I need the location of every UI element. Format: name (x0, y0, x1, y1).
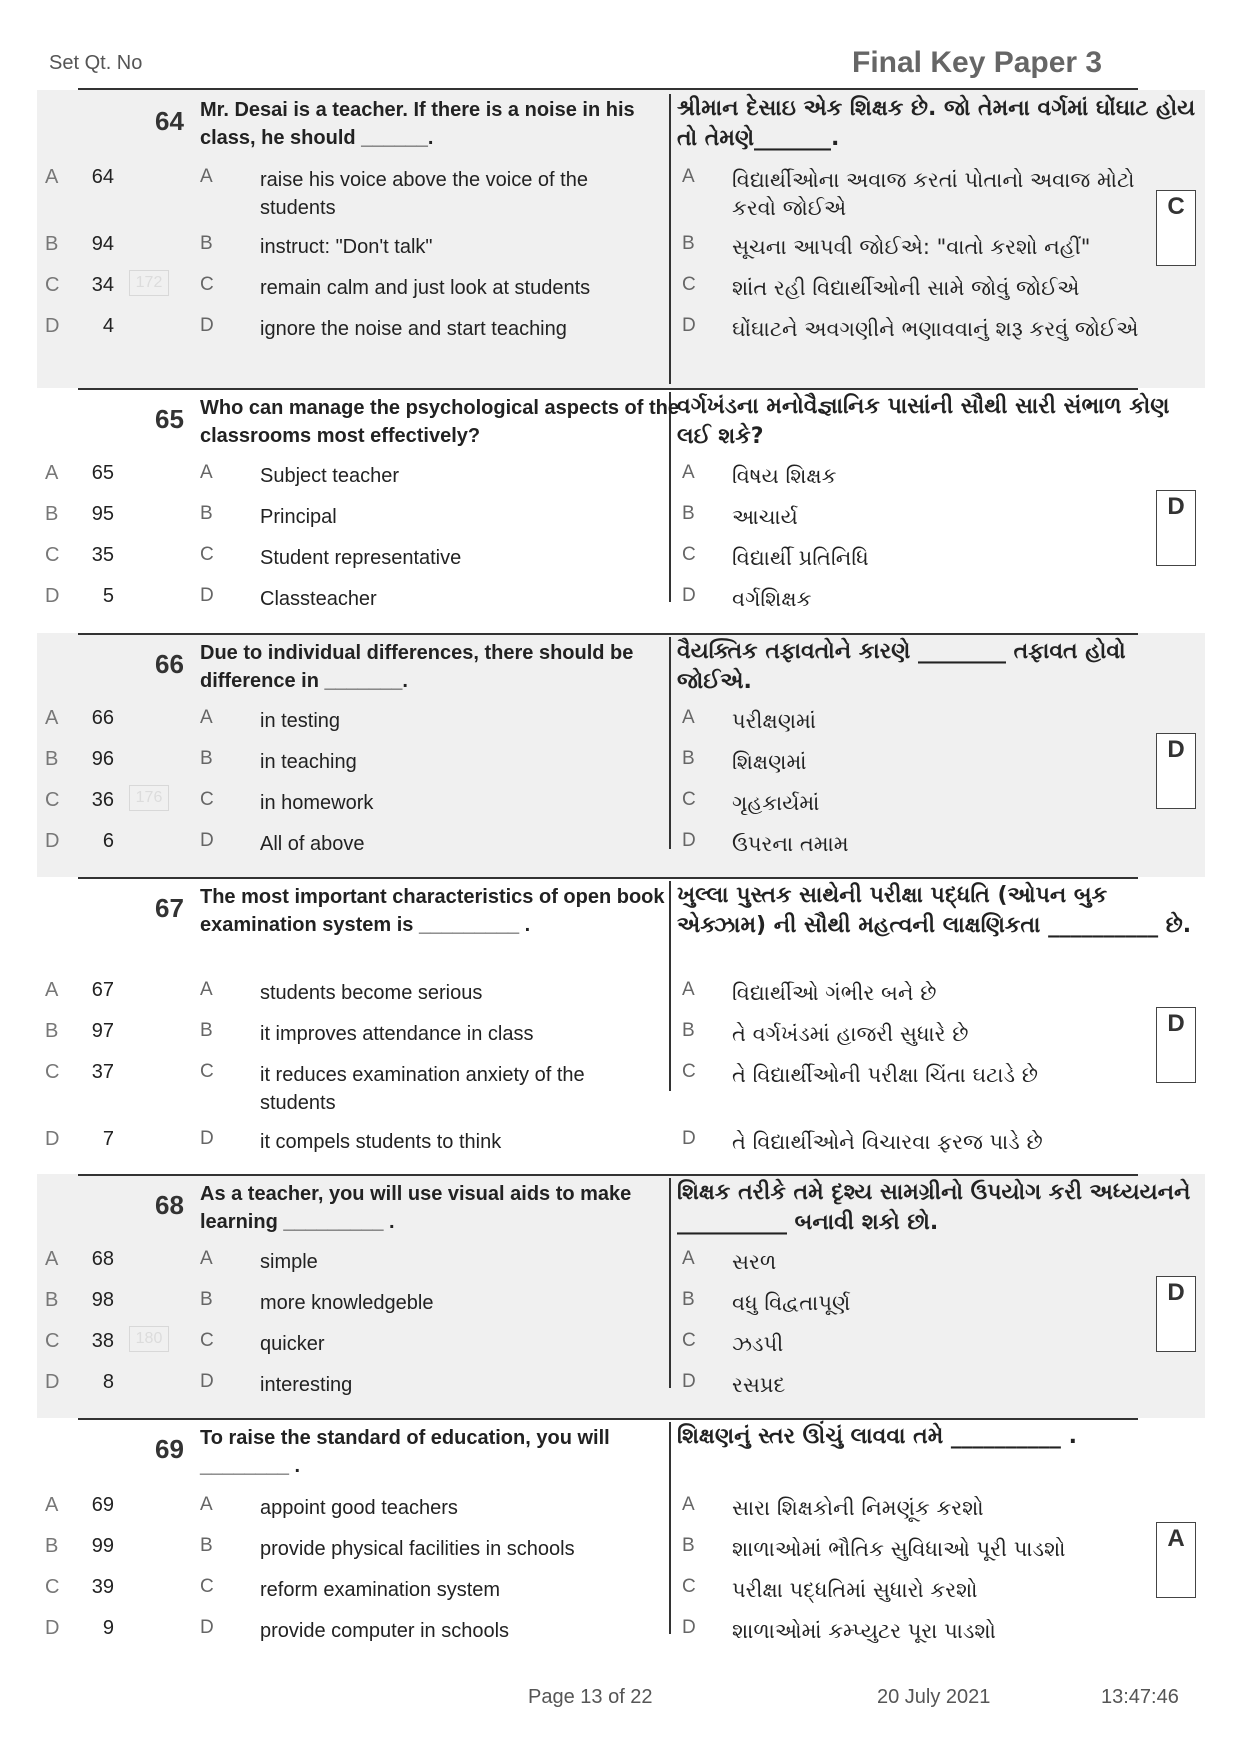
set-question-number: 8 (102, 1371, 114, 1393)
set-letter: C (45, 1576, 60, 1598)
option-text-gu: પરીક્ષણમાં (732, 709, 817, 733)
set-question-number: 69 (91, 1494, 114, 1516)
option-letter: D (200, 830, 214, 851)
set-question-number: 99 (91, 1535, 114, 1557)
option-letter-gu: B (682, 1535, 695, 1556)
option-text-en: quicker (260, 1333, 325, 1355)
answer-key-box: D (1156, 1007, 1196, 1083)
option-letter-gu: A (682, 979, 695, 1000)
option-letter-gu: D (682, 1128, 696, 1149)
set-question-number: 66 (91, 707, 114, 729)
option-letter-gu: A (682, 1248, 695, 1269)
option-letter-gu: B (682, 1020, 695, 1041)
question-divider (78, 877, 1138, 879)
option-letter: A (200, 1494, 213, 1515)
question-text-en: Mr. Desai is a teacher. If there is a noise in his class, he should ______. (200, 99, 635, 149)
option-text-en: in homework (260, 792, 374, 814)
question-block-64 (37, 90, 1205, 388)
option-letter: A (200, 462, 213, 483)
set-letter: C (45, 274, 60, 296)
set-question-number: 65 (91, 462, 114, 484)
set-letter: D (45, 1128, 60, 1150)
option-text-gu: શાળાઓમાં ભૌતિક સુવિધાઓ પૂરી પાડશો (732, 1537, 1066, 1561)
option-text-gu: આચાર્ય (732, 505, 798, 529)
question-text-en: Due to individual differences, there should be difference in _______. (200, 642, 634, 692)
set-question-number: 6 (102, 830, 114, 852)
option-text-en: Classteacher (260, 588, 377, 610)
question-number: 65 (155, 404, 184, 434)
page-number: Page 13 of 22 (528, 1686, 653, 1708)
set-question-number: 5 (102, 585, 114, 607)
option-letter: D (200, 585, 214, 606)
question-divider (78, 633, 1138, 635)
set-letter: C (45, 544, 60, 566)
option-letter: D (200, 315, 214, 336)
option-text-en: raise his voice above the voice of the students (260, 169, 588, 219)
answer-key-box: A (1156, 1522, 1196, 1598)
option-text-gu: ઉપરના તમામ (732, 832, 849, 856)
answer-key-box: D (1156, 733, 1196, 809)
set-letter: D (45, 315, 60, 337)
answer-key-box: D (1156, 490, 1196, 566)
question-divider (78, 388, 1138, 390)
answer-key-box: D (1156, 1276, 1196, 1352)
option-text-gu: પરીક્ષા પદ્ધતિમાં સુધારો કરશો (732, 1578, 978, 1602)
page-title: Final Key Paper 3 (852, 46, 1103, 79)
option-letter-gu: A (682, 1494, 695, 1515)
option-letter: B (200, 1289, 213, 1310)
option-text-en: in teaching (260, 751, 357, 773)
option-letter-gu: D (682, 585, 696, 606)
set-letter: B (45, 233, 59, 255)
option-text-gu: શાંત રહી વિદ્યાર્થીઓની સામે જોવું જોઈએ (732, 276, 1080, 300)
option-text-en: in testing (260, 710, 341, 732)
set-question-number: 96 (91, 748, 114, 770)
option-text-gu: સારા શિક્ષકોની નિમણૂંક કરશો (732, 1496, 984, 1520)
option-text-gu: શિક્ષણમાં (732, 750, 807, 774)
option-letter: A (200, 707, 213, 728)
option-text-gu: શાળાઓમાં કમ્પ્યુટર પૂરા પાડશો (732, 1619, 996, 1643)
question-text-gu: શિક્ષણનું સ્તર ઊંચું લાવવા તમે __________ . (677, 1424, 1077, 1449)
set-letter: D (45, 585, 60, 607)
question-text-gu: વર્ગખંડના મનોવૈજ્ઞાનિક પાસાંની સૌથી સારી સંભાળ કોણ લઈ શકે? (677, 394, 1170, 449)
set-letter: D (45, 830, 60, 852)
option-text-gu: વિદ્યાર્થીઓના અવાજ કરતાં પોતાનો અવાજ મોટો કરવો જોઈએ (732, 168, 1135, 220)
faded-number-box: 180 (129, 1326, 169, 1352)
set-letter: D (45, 1617, 60, 1639)
set-question-number: 68 (91, 1248, 114, 1270)
set-letter: A (45, 979, 59, 1001)
option-text-en: reform examination system (260, 1579, 501, 1601)
set-question-number: 9 (102, 1617, 114, 1639)
option-letter: B (200, 233, 213, 254)
option-letter-gu: A (682, 707, 695, 728)
option-letter-gu: D (682, 1371, 696, 1392)
option-text-en: Principal (260, 506, 337, 528)
option-text-gu: વધુ વિદ્વતાપૂર્ણ (732, 1291, 851, 1315)
option-text-gu: સૂચના આપવી જોઈએ: "વાતો કરશો નહીં" (732, 235, 1091, 259)
set-letter: B (45, 503, 59, 525)
set-letter: C (45, 1330, 60, 1352)
option-text-gu: વિદ્યાર્થી પ્રતિનિધિ (732, 546, 869, 570)
print-date: 20 July 2021 (877, 1686, 991, 1708)
question-number: 64 (155, 106, 184, 136)
option-letter-gu: D (682, 830, 696, 851)
set-question-number: 64 (91, 166, 114, 188)
set-question-number: 36 (91, 789, 114, 811)
option-letter: D (200, 1128, 214, 1149)
question-block-69 (37, 1418, 1205, 1663)
question-divider (78, 1174, 1138, 1176)
set-question-number: 94 (91, 233, 114, 255)
option-letter-gu: C (682, 789, 696, 810)
set-question-number: 95 (91, 503, 114, 525)
option-letter-gu: C (682, 1330, 696, 1351)
option-letter-gu: D (682, 1617, 696, 1638)
option-letter: C (200, 1330, 214, 1351)
question-divider (78, 1418, 1138, 1420)
question-block-67 (37, 877, 1205, 1174)
option-letter-gu: C (682, 1061, 696, 1082)
set-question-number: 34 (91, 274, 114, 296)
option-letter: B (200, 1020, 213, 1041)
option-letter: A (200, 1248, 213, 1269)
set-question-number: 98 (91, 1289, 114, 1311)
option-letter-gu: C (682, 1576, 696, 1597)
option-letter-gu: D (682, 315, 696, 336)
option-letter: A (200, 979, 213, 1000)
option-text-en: it compels students to think (260, 1131, 502, 1153)
option-text-gu: વિષય શિક્ષક (732, 464, 837, 488)
set-question-number: 4 (102, 315, 114, 337)
option-text-gu: તે વિદ્યાર્થીઓની પરીક્ષા ચિંતા ઘટાડે છે (732, 1063, 1038, 1087)
option-text-en: provide physical facilities in schools (260, 1538, 575, 1560)
option-letter-gu: C (682, 544, 696, 565)
option-letter-gu: B (682, 233, 695, 254)
option-letter: D (200, 1371, 214, 1392)
option-letter: B (200, 748, 213, 769)
option-text-en: remain calm and just look at students (260, 277, 591, 299)
option-letter: B (200, 503, 213, 524)
set-question-number: 38 (91, 1330, 114, 1352)
option-text-gu: વર્ગશિક્ષક (732, 587, 812, 611)
option-text-en: it improves attendance in class (260, 1023, 534, 1045)
question-block-66 (37, 633, 1205, 877)
set-question-number: 97 (91, 1020, 114, 1042)
set-letter: B (45, 1020, 59, 1042)
option-text-en: ignore the noise and start teaching (260, 318, 567, 340)
option-letter-gu: A (682, 462, 695, 483)
set-letter: C (45, 789, 60, 811)
set-letter: B (45, 1289, 59, 1311)
option-text-en: appoint good teachers (260, 1497, 458, 1519)
question-block-68 (37, 1174, 1205, 1418)
question-text-en: As a teacher, you will use visual aids to make learning _________ . (200, 1183, 632, 1233)
set-letter: D (45, 1371, 60, 1393)
set-qt-no-label: Set Qt. No (49, 52, 143, 74)
option-text-en: simple (260, 1251, 318, 1273)
option-text-en: Subject teacher (260, 465, 399, 487)
set-letter: A (45, 1248, 59, 1270)
question-number: 67 (155, 893, 184, 923)
set-question-number: 39 (91, 1576, 114, 1598)
option-text-en: All of above (260, 833, 365, 855)
question-number: 69 (155, 1434, 184, 1464)
option-text-en: students become serious (260, 982, 483, 1004)
question-text-en: To raise the standard of education, you will ________ . (200, 1427, 610, 1477)
option-text-gu: સરળ (732, 1250, 777, 1274)
set-letter: B (45, 748, 59, 770)
set-letter: A (45, 166, 59, 188)
question-block-65 (37, 388, 1205, 633)
option-letter: B (200, 1535, 213, 1556)
set-letter: B (45, 1535, 59, 1557)
option-text-en: it reduces examination anxiety of the students (260, 1064, 585, 1114)
option-letter-gu: B (682, 1289, 695, 1310)
option-letter: C (200, 1061, 214, 1082)
option-text-gu: ઘોંઘાટને અવગણીને ભણાવવાનું શરૂ કરવું જોઈએ (732, 317, 1139, 341)
option-text-en: provide computer in schools (260, 1620, 510, 1642)
question-text-gu: વૈયક્તિક તફાવતોને કારણે ________ તફાવત હોવો જોઈએ. (677, 639, 1126, 694)
option-text-gu: ઝડપી (732, 1332, 784, 1356)
option-letter: D (200, 1617, 214, 1638)
option-letter: A (200, 166, 213, 187)
option-letter: C (200, 274, 214, 295)
option-letter: C (200, 544, 214, 565)
set-question-number: 67 (91, 979, 114, 1001)
option-text-gu: તે વર્ગખંડમાં હાજરી સુધારે છે (732, 1022, 969, 1046)
question-text-gu: શ્રીમાન દેસાઇ એક શિક્ષક છે. જો તેમના વર્ગમાં ઘોંઘાટ હોય તો તેમણે_______. (677, 96, 1196, 151)
set-question-number: 37 (91, 1061, 114, 1083)
question-number: 66 (155, 649, 184, 679)
option-text-en: more knowledgeble (260, 1292, 434, 1314)
question-text-gu: શિક્ષક તરીકે તમે દૃશ્ય સામગ્રીનો ઉપયોગ કરી અધ્યયનને __________ બનાવી શકો છો. (677, 1180, 1191, 1235)
option-letter-gu: C (682, 274, 696, 295)
option-letter-gu: A (682, 166, 695, 187)
answer-key-box: C (1156, 190, 1196, 266)
option-text-en: Student representative (260, 547, 462, 569)
option-text-gu: વિદ્યાર્થીઓ ગંભીર બને છે (732, 981, 937, 1005)
option-letter: C (200, 789, 214, 810)
question-text-en: The most important characteristics of open book examination system is _________ . (200, 886, 665, 936)
set-letter: C (45, 1061, 60, 1083)
set-letter: A (45, 1494, 59, 1516)
faded-number-box: 172 (129, 270, 169, 296)
print-time: 13:47:46 (1101, 1686, 1179, 1708)
option-text-gu: રસપ્રદ (732, 1373, 786, 1397)
option-text-en: interesting (260, 1374, 353, 1396)
set-question-number: 7 (102, 1128, 114, 1150)
option-text-gu: ગૃહકાર્યમાં (732, 791, 820, 815)
option-text-gu: તે વિદ્યાર્થીઓને વિચારવા ફરજ પાડે છે (732, 1130, 1043, 1154)
option-letter: C (200, 1576, 214, 1597)
question-text-gu: ખુલ્લા પુસ્તક સાથેની પરીક્ષા પદ્ધતિ (ઓપન બુક એક્ઝામ) ની સૌથી મહત્વની લાક્ષણિકતા __________ છે. (677, 883, 1192, 938)
set-question-number: 35 (91, 544, 114, 566)
set-letter: A (45, 707, 59, 729)
option-letter-gu: B (682, 748, 695, 769)
question-text-en: Who can manage the psychological aspects of the classrooms most effectively? (200, 397, 679, 447)
option-letter-gu: B (682, 503, 695, 524)
option-text-en: instruct: "Don't talk" (260, 236, 433, 258)
set-letter: A (45, 462, 59, 484)
faded-number-box: 176 (129, 785, 169, 811)
question-number: 68 (155, 1190, 184, 1220)
